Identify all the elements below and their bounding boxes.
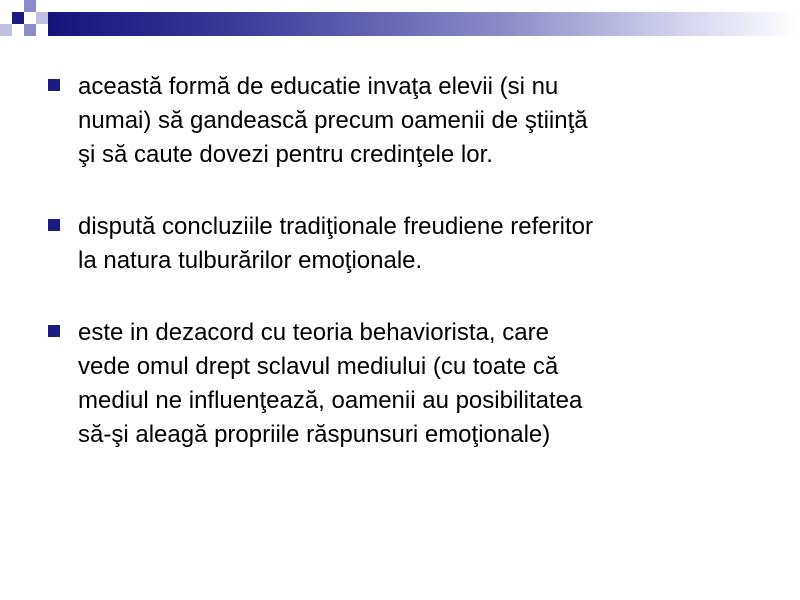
bullet-list	[48, 70, 768, 490]
title-gradient-bar	[48, 12, 800, 36]
corner-square-decoration	[12, 12, 24, 24]
list-item	[48, 210, 768, 278]
square-bullet-icon	[48, 219, 60, 231]
bullet-text: este in dezacord cu teoria behaviorista, care vede omul drept sclavul mediului (cu toate că mediul ne influenţează, oamenii au posibilitatea să-şi aleagă propriile răspunsuri emoţionale)	[78, 319, 583, 448]
corner-square-decoration	[24, 0, 36, 12]
list-item	[48, 316, 768, 452]
corner-square-decoration	[36, 12, 48, 24]
square-bullet-icon	[48, 79, 60, 91]
corner-square-decoration	[0, 24, 12, 36]
bullet-text: această formă de educatie invaţa elevii (si nu numai) să gandească precum oamenii de ştiinţă şi să caute dovezi pentru credinţele lor.	[78, 73, 588, 168]
corner-square-decoration	[24, 24, 36, 36]
square-bullet-icon	[48, 325, 60, 337]
bullet-text: dispută concluziile tradiţionale freudiene referitor la natura tulburărilor emoţionale.	[78, 213, 593, 274]
list-item	[48, 70, 768, 172]
